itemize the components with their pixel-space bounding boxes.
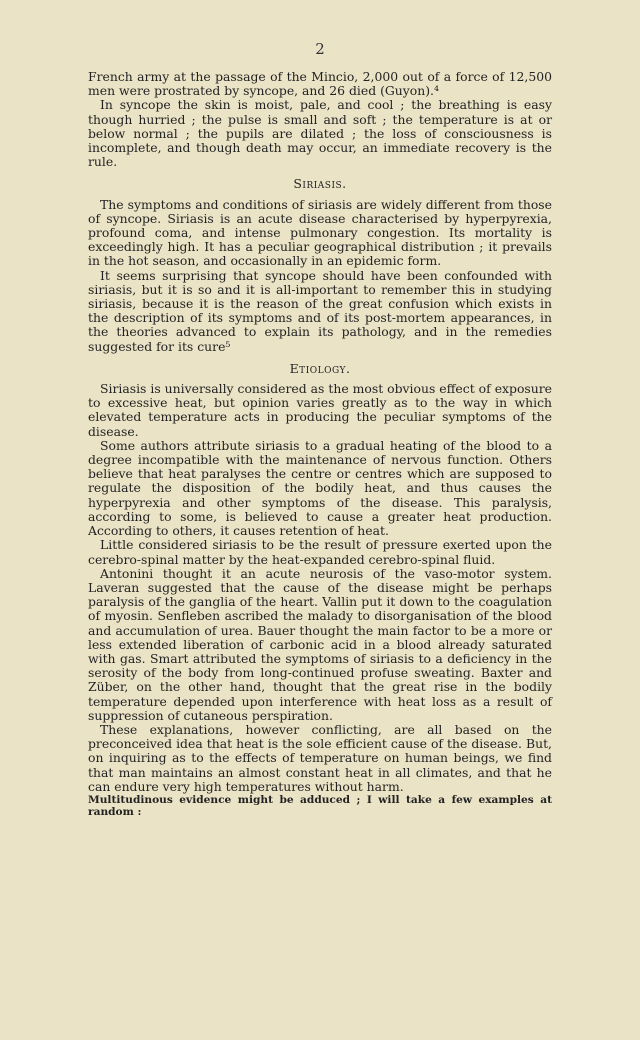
body-text	[88, 70, 552, 819]
etiology-paragraph-1: Siriasis is universally considered as the most obvious effect of exposure to excessive heat, but opinion varies greatly as to the way in which elevated temperature acts in producing the peculiar symptoms of the disease.	[88, 381, 552, 439]
section-heading-siriasis: Siriasis.	[293, 176, 347, 192]
footer-note: Multitudinous evidence might be adduced ; I will take a few examples at random :	[88, 793, 552, 819]
siriasis-paragraph-1: The symptoms and conditions of siriasis are widely different from those of syncope. Siriasis is an acute disease characterised by hyperpyrexia, profound coma, and intense pulmonary congestion. Its mortality is exceedingly high. It has a peculiar geographical distribution ; it prevails in the hot season, and occasionally in an epidemic form.	[88, 196, 552, 269]
intro-paragraph-2: In syncope the skin is moist, pale, and cool ; the breathing is easy though hurried ; the pulse is small and soft ; the temperature is at or below normal ; the pupils are dilated ; the loss of consciousness is incomplete, and though death may occur, an immediate recovery is the rule.	[88, 97, 552, 170]
etiology-paragraph-5: These explanations, however conflicting, are all based on the preconceived idea that heat is the sole efficient cause of the disease. But, on inquiring as to the effects of temperature on human beings, we find that man maintains an almost constant heat in all climates, and that he can endure very high temperatures without harm.	[88, 721, 552, 794]
etiology-paragraph-3: Little considered siriasis to be the result of pressure exerted upon the cerebro-spinal matter by the heat-expanded cerebro-spinal fluid.	[88, 537, 552, 567]
intro-paragraph-1: French army at the passage of the Mincio, 2,000 out of a force of 12,500 men were prostrated by syncope, and 26 died (Guyon).⁴	[88, 69, 552, 99]
section-heading-etiology: Etiology.	[289, 360, 351, 376]
page-number: 2	[315, 40, 325, 58]
etiology-paragraph-2: Some authors attribute siriasis to a gradual heating of the blood to a degree incompatible with the maintenance of nervous function. Others believe that heat paralyses the centre or centres which are supposed to regulate the disposition of the bodily heat, and thus causes the hyperpyrexia and other symptoms of the disease. This paralysis, according to some, is believed to cause a greater heat production. According to others, it causes retention of heat.	[88, 437, 552, 539]
etiology-paragraph-4: Antonini thought it an acute neurosis of the vaso-motor system. Laveran suggested that the cause of the disease might be perhaps paralysis of the ganglia of the heart. Vallin put it down to the coagulation of myosin. Senfleben ascribed the malady to disorganisation of the blood and accumulation of urea. Bauer thought the main factor to be a more or less extended liberation of carbonic acid in a blood already saturated with gas. Smart attributed the symptoms of siriasis to a deficiency in the serosity of the body from long-continued profuse sweating. Baxter and Züber, on the other hand, thought that the great rise in the bodily temperature depended upon interference with heat loss as a result of suppression of cutaneous perspiration.	[88, 565, 552, 723]
siriasis-paragraph-2: It seems surprising that syncope should have been confounded with siriasis, but it is so and it is all-important to remember this in studying siriasis, because it is the reason of the great confusion which exists in the description of its symptoms and of its post-mortem appearances, in the theories advanced to explain its pathology, and in the remedies suggested for its cure⁵	[88, 267, 552, 354]
